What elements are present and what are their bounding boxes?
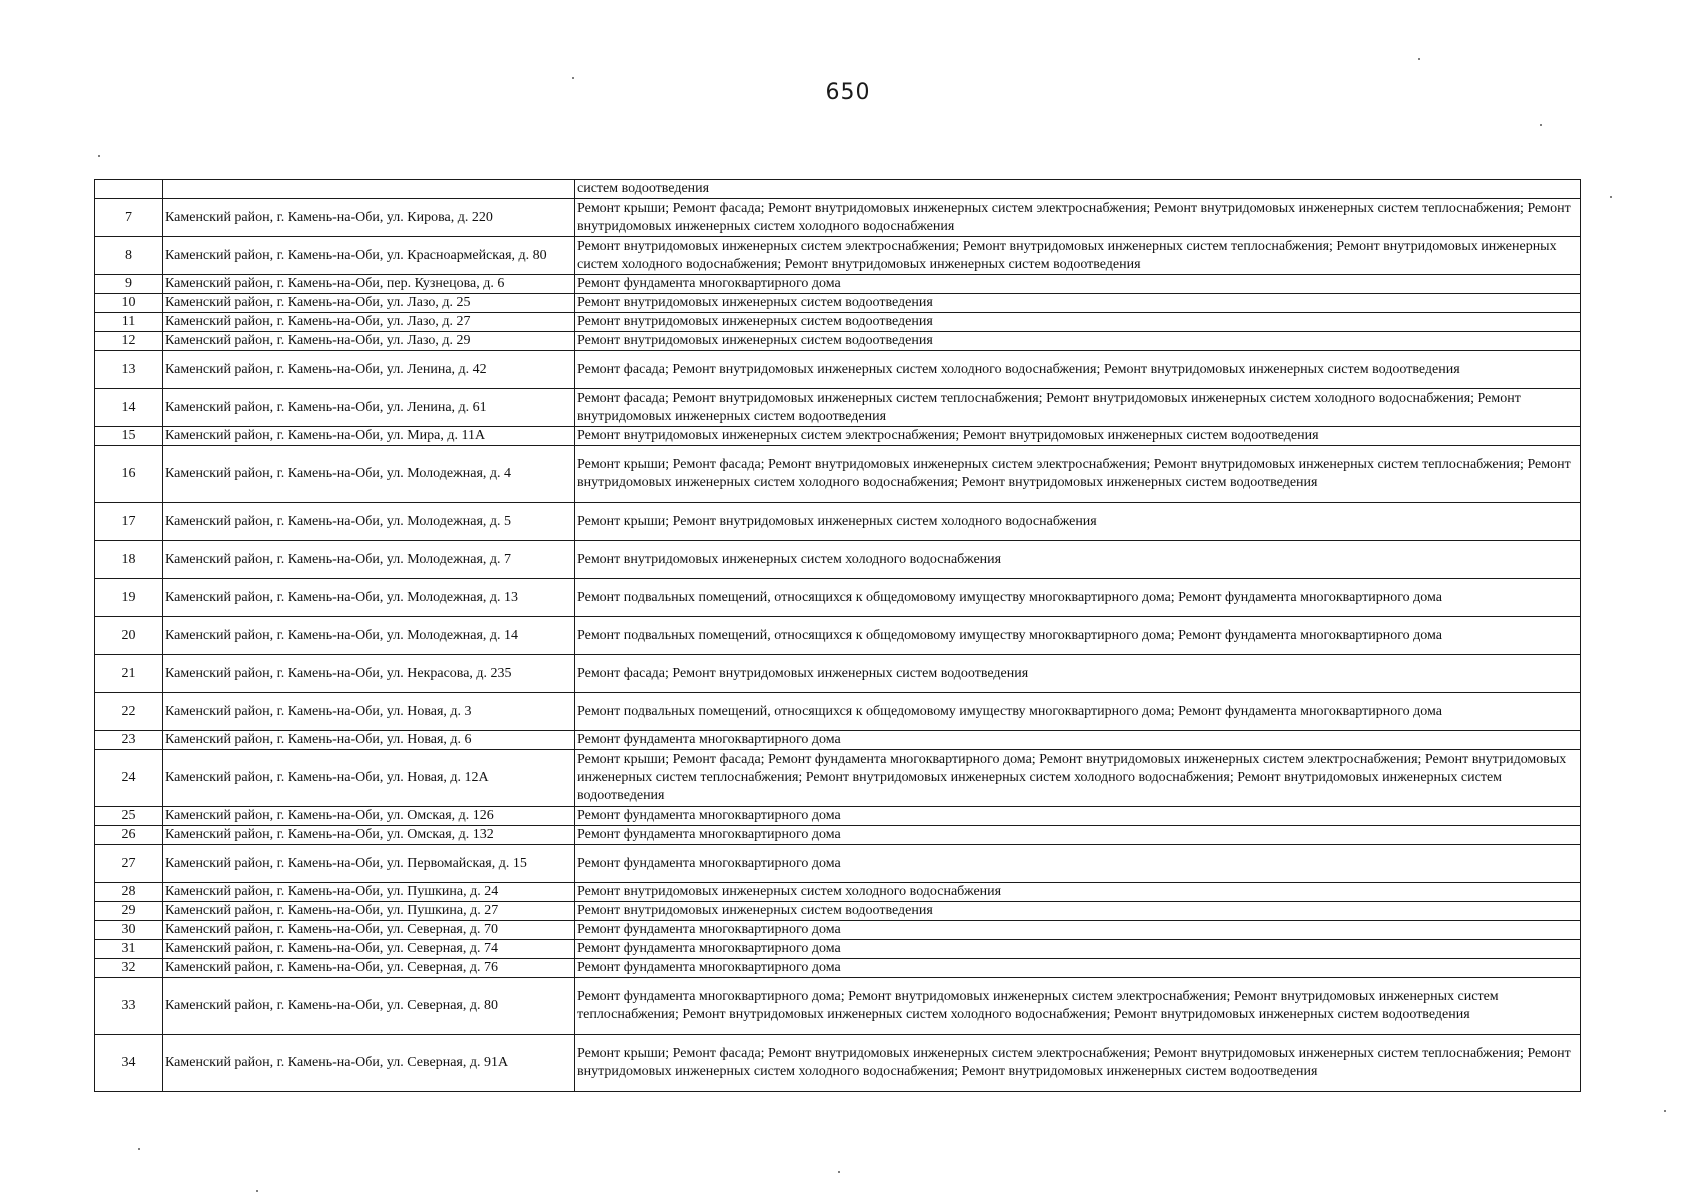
table-row — [95, 731, 1581, 750]
works-cell: Ремонт фасада; Ремонт внутридомовых инженерных систем холодного водоснабжения; Ремонт внутридомовых инженерных систем водоотведения — [575, 351, 1581, 389]
works-cell: Ремонт внутридомовых инженерных систем холодного водоснабжения — [575, 541, 1581, 579]
row-number: 22 — [95, 693, 163, 731]
row-number: 34 — [95, 1035, 163, 1092]
row-number: 32 — [95, 959, 163, 978]
works-cell: Ремонт фасада; Ремонт внутридомовых инженерных систем теплоснабжения; Ремонт внутридомовых инженерных систем холодного водоснабжения; Ремонт внутридомовых инженерных систем водоотведения — [575, 389, 1581, 427]
scan-speck — [572, 77, 574, 79]
table-row — [95, 655, 1581, 693]
address-cell: Каменский район, г. Камень-на-Оби, ул. Омская, д. 126 — [163, 807, 575, 826]
address-cell: Каменский район, г. Камень-на-Оби, ул. Северная, д. 74 — [163, 940, 575, 959]
works-cell: Ремонт внутридомовых инженерных систем холодного водоснабжения — [575, 883, 1581, 902]
row-number: 10 — [95, 294, 163, 313]
works-table — [94, 179, 1581, 1092]
table-row — [95, 579, 1581, 617]
row-number: 23 — [95, 731, 163, 750]
works-cell: Ремонт крыши; Ремонт фасада; Ремонт внутридомовых инженерных систем электроснабжения; Ремонт внутридомовых инженерных систем теплоснабжения; Ремонт внутридомовых инженерных систем холодного водоснабжения — [575, 199, 1581, 237]
table-row — [95, 237, 1581, 275]
row-number: 7 — [95, 199, 163, 237]
address-cell: Каменский район, г. Камень-на-Оби, ул. Лазо, д. 25 — [163, 294, 575, 313]
address-cell: Каменский район, г. Камень-на-Оби, ул. Новая, д. 12А — [163, 750, 575, 807]
address-cell: Каменский район, г. Камень-на-Оби, ул. Омская, д. 132 — [163, 826, 575, 845]
table-row — [95, 959, 1581, 978]
table-row — [95, 617, 1581, 655]
works-cell: Ремонт подвальных помещений, относящихся к общедомовому имуществу многоквартирного дома; Ремонт фундамента многоквартирного дома — [575, 617, 1581, 655]
scan-speck — [138, 1148, 140, 1150]
address-cell: Каменский район, г. Камень-на-Оби, ул. Северная, д. 70 — [163, 921, 575, 940]
row-number: 12 — [95, 332, 163, 351]
table-row — [95, 845, 1581, 883]
row-number: 18 — [95, 541, 163, 579]
works-cell: Ремонт внутридомовых инженерных систем водоотведения — [575, 902, 1581, 921]
address-cell: Каменский район, г. Камень-на-Оби, ул. Северная, д. 91А — [163, 1035, 575, 1092]
address-cell: Каменский район, г. Камень-на-Оби, ул. Мира, д. 11А — [163, 427, 575, 446]
works-cell: Ремонт фундамента многоквартирного дома — [575, 940, 1581, 959]
row-number: 19 — [95, 579, 163, 617]
works-cell: Ремонт фундамента многоквартирного дома — [575, 959, 1581, 978]
address-cell: Каменский район, г. Камень-на-Оби, ул. Молодежная, д. 14 — [163, 617, 575, 655]
row-number: 33 — [95, 978, 163, 1035]
table-row — [95, 883, 1581, 902]
works-cell: Ремонт фундамента многоквартирного дома — [575, 807, 1581, 826]
works-cell: Ремонт подвальных помещений, относящихся к общедомовому имуществу многоквартирного дома; Ремонт фундамента многоквартирного дома — [575, 693, 1581, 731]
works-cell: Ремонт крыши; Ремонт фасада; Ремонт внутридомовых инженерных систем электроснабжения; Ремонт внутридомовых инженерных систем теплоснабжения; Ремонт внутридомовых инженерных систем холодного водоснабжения; Ремонт внутридомовых инженерных систем водоотведения — [575, 1035, 1581, 1092]
row-number: 26 — [95, 826, 163, 845]
works-cell: Ремонт крыши; Ремонт внутридомовых инженерных систем холодного водоснабжения — [575, 503, 1581, 541]
row-number: 31 — [95, 940, 163, 959]
address-cell: Каменский район, г. Камень-на-Оби, ул. Лазо, д. 27 — [163, 313, 575, 332]
address-cell: Каменский район, г. Камень-на-Оби, ул. Некрасова, д. 235 — [163, 655, 575, 693]
row-number: 15 — [95, 427, 163, 446]
row-number: 14 — [95, 389, 163, 427]
table-row — [95, 921, 1581, 940]
row-number: 17 — [95, 503, 163, 541]
row-number: 25 — [95, 807, 163, 826]
works-cell: Ремонт внутридомовых инженерных систем электроснабжения; Ремонт внутридомовых инженерных систем водоотведения — [575, 427, 1581, 446]
address-cell: Каменский район, г. Камень-на-Оби, ул. Молодежная, д. 7 — [163, 541, 575, 579]
address-cell: Каменский район, г. Камень-на-Оби, ул. Новая, д. 3 — [163, 693, 575, 731]
row-number: 13 — [95, 351, 163, 389]
address-cell: Каменский район, г. Камень-на-Оби, ул. Северная, д. 80 — [163, 978, 575, 1035]
row-number: 20 — [95, 617, 163, 655]
works-cell: Ремонт крыши; Ремонт фасада; Ремонт фундамента многоквартирного дома; Ремонт внутридомовых инженерных систем электроснабжения; Ремонт внутридомовых инженерных систем теплоснабжения; Ремонт внутридомовых инженерных систем холодного водоснабжения; Ремонт внутридомовых инженерных систем водоотведения — [575, 750, 1581, 807]
scan-speck — [1540, 124, 1542, 126]
address-cell: Каменский район, г. Камень-на-Оби, ул. Ленина, д. 42 — [163, 351, 575, 389]
works-cell: Ремонт фундамента многоквартирного дома — [575, 921, 1581, 940]
row-number: 8 — [95, 237, 163, 275]
row-number: 27 — [95, 845, 163, 883]
scan-speck — [1418, 58, 1420, 60]
address-cell: Каменский район, г. Камень-на-Оби, ул. Ленина, д. 61 — [163, 389, 575, 427]
works-cell: Ремонт фундамента многоквартирного дома — [575, 731, 1581, 750]
row-number — [95, 180, 163, 199]
scan-speck — [1664, 1110, 1666, 1112]
works-cell: Ремонт фундамента многоквартирного дома — [575, 826, 1581, 845]
table-row — [95, 826, 1581, 845]
works-cell: Ремонт внутридомовых инженерных систем электроснабжения; Ремонт внутридомовых инженерных систем теплоснабжения; Ремонт внутридомовых инженерных систем холодного водоснабжения; Ремонт внутридомовых инженерных систем водоотведения — [575, 237, 1581, 275]
table-row — [95, 332, 1581, 351]
address-cell: Каменский район, г. Камень-на-Оби, ул. Молодежная, д. 5 — [163, 503, 575, 541]
table-row — [95, 427, 1581, 446]
address-cell: Каменский район, г. Камень-на-Оби, ул. Первомайская, д. 15 — [163, 845, 575, 883]
page-number: 650 — [825, 80, 871, 105]
scan-speck — [1610, 196, 1612, 198]
table-row — [95, 389, 1581, 427]
works-cell: Ремонт фундамента многоквартирного дома; Ремонт внутридомовых инженерных систем электроснабжения; Ремонт внутридомовых инженерных систем теплоснабжения; Ремонт внутридомовых инженерных систем холодного водоснабжения; Ремонт внутридомовых инженерных систем водоотведения — [575, 978, 1581, 1035]
table-row — [95, 351, 1581, 389]
works-cell: Ремонт фундамента многоквартирного дома — [575, 845, 1581, 883]
address-cell: Каменский район, г. Камень-на-Оби, ул. Молодежная, д. 4 — [163, 446, 575, 503]
table-row — [95, 693, 1581, 731]
address-cell: Каменский район, г. Камень-на-Оби, ул. Новая, д. 6 — [163, 731, 575, 750]
table-row — [95, 940, 1581, 959]
address-cell: Каменский район, г. Камень-на-Оби, ул. Красноармейская, д. 80 — [163, 237, 575, 275]
address-cell: Каменский район, г. Камень-на-Оби, ул. Лазо, д. 29 — [163, 332, 575, 351]
works-cell: Ремонт крыши; Ремонт фасада; Ремонт внутридомовых инженерных систем электроснабжения; Ремонт внутридомовых инженерных систем теплоснабжения; Ремонт внутридомовых инженерных систем холодного водоснабжения; Ремонт внутридомовых инженерных систем водоотведения — [575, 446, 1581, 503]
works-cell: Ремонт фундамента многоквартирного дома — [575, 275, 1581, 294]
address-cell: Каменский район, г. Камень-на-Оби, ул. Кирова, д. 220 — [163, 199, 575, 237]
works-cell: систем водоотведения — [575, 180, 1581, 199]
row-number: 21 — [95, 655, 163, 693]
table-row — [95, 313, 1581, 332]
table-row — [95, 294, 1581, 313]
table-row — [95, 180, 1581, 199]
row-number: 24 — [95, 750, 163, 807]
scan-speck — [256, 1190, 258, 1192]
works-cell: Ремонт подвальных помещений, относящихся к общедомовому имуществу многоквартирного дома; Ремонт фундамента многоквартирного дома — [575, 579, 1581, 617]
table-body — [95, 180, 1581, 1092]
table-row — [95, 750, 1581, 807]
table-row — [95, 275, 1581, 294]
row-number: 28 — [95, 883, 163, 902]
table-row — [95, 807, 1581, 826]
row-number: 11 — [95, 313, 163, 332]
table-row — [95, 446, 1581, 503]
works-cell: Ремонт внутридомовых инженерных систем водоотведения — [575, 313, 1581, 332]
row-number: 9 — [95, 275, 163, 294]
table-row — [95, 902, 1581, 921]
address-cell: Каменский район, г. Камень-на-Оби, ул. Северная, д. 76 — [163, 959, 575, 978]
address-cell — [163, 180, 575, 199]
address-cell: Каменский район, г. Камень-на-Оби, ул. Молодежная, д. 13 — [163, 579, 575, 617]
scan-speck — [838, 1171, 840, 1173]
table-row — [95, 541, 1581, 579]
table-row — [95, 503, 1581, 541]
address-cell: Каменский район, г. Камень-на-Оби, ул. Пушкина, д. 24 — [163, 883, 575, 902]
works-cell: Ремонт внутридомовых инженерных систем водоотведения — [575, 332, 1581, 351]
works-cell: Ремонт внутридомовых инженерных систем водоотведения — [575, 294, 1581, 313]
address-cell: Каменский район, г. Камень-на-Оби, ул. Пушкина, д. 27 — [163, 902, 575, 921]
table-row — [95, 1035, 1581, 1092]
row-number: 30 — [95, 921, 163, 940]
row-number: 16 — [95, 446, 163, 503]
row-number: 29 — [95, 902, 163, 921]
table-row — [95, 978, 1581, 1035]
table-row — [95, 199, 1581, 237]
address-cell: Каменский район, г. Камень-на-Оби, пер. Кузнецова, д. 6 — [163, 275, 575, 294]
works-cell: Ремонт фасада; Ремонт внутридомовых инженерных систем водоотведения — [575, 655, 1581, 693]
scan-speck — [98, 155, 100, 157]
